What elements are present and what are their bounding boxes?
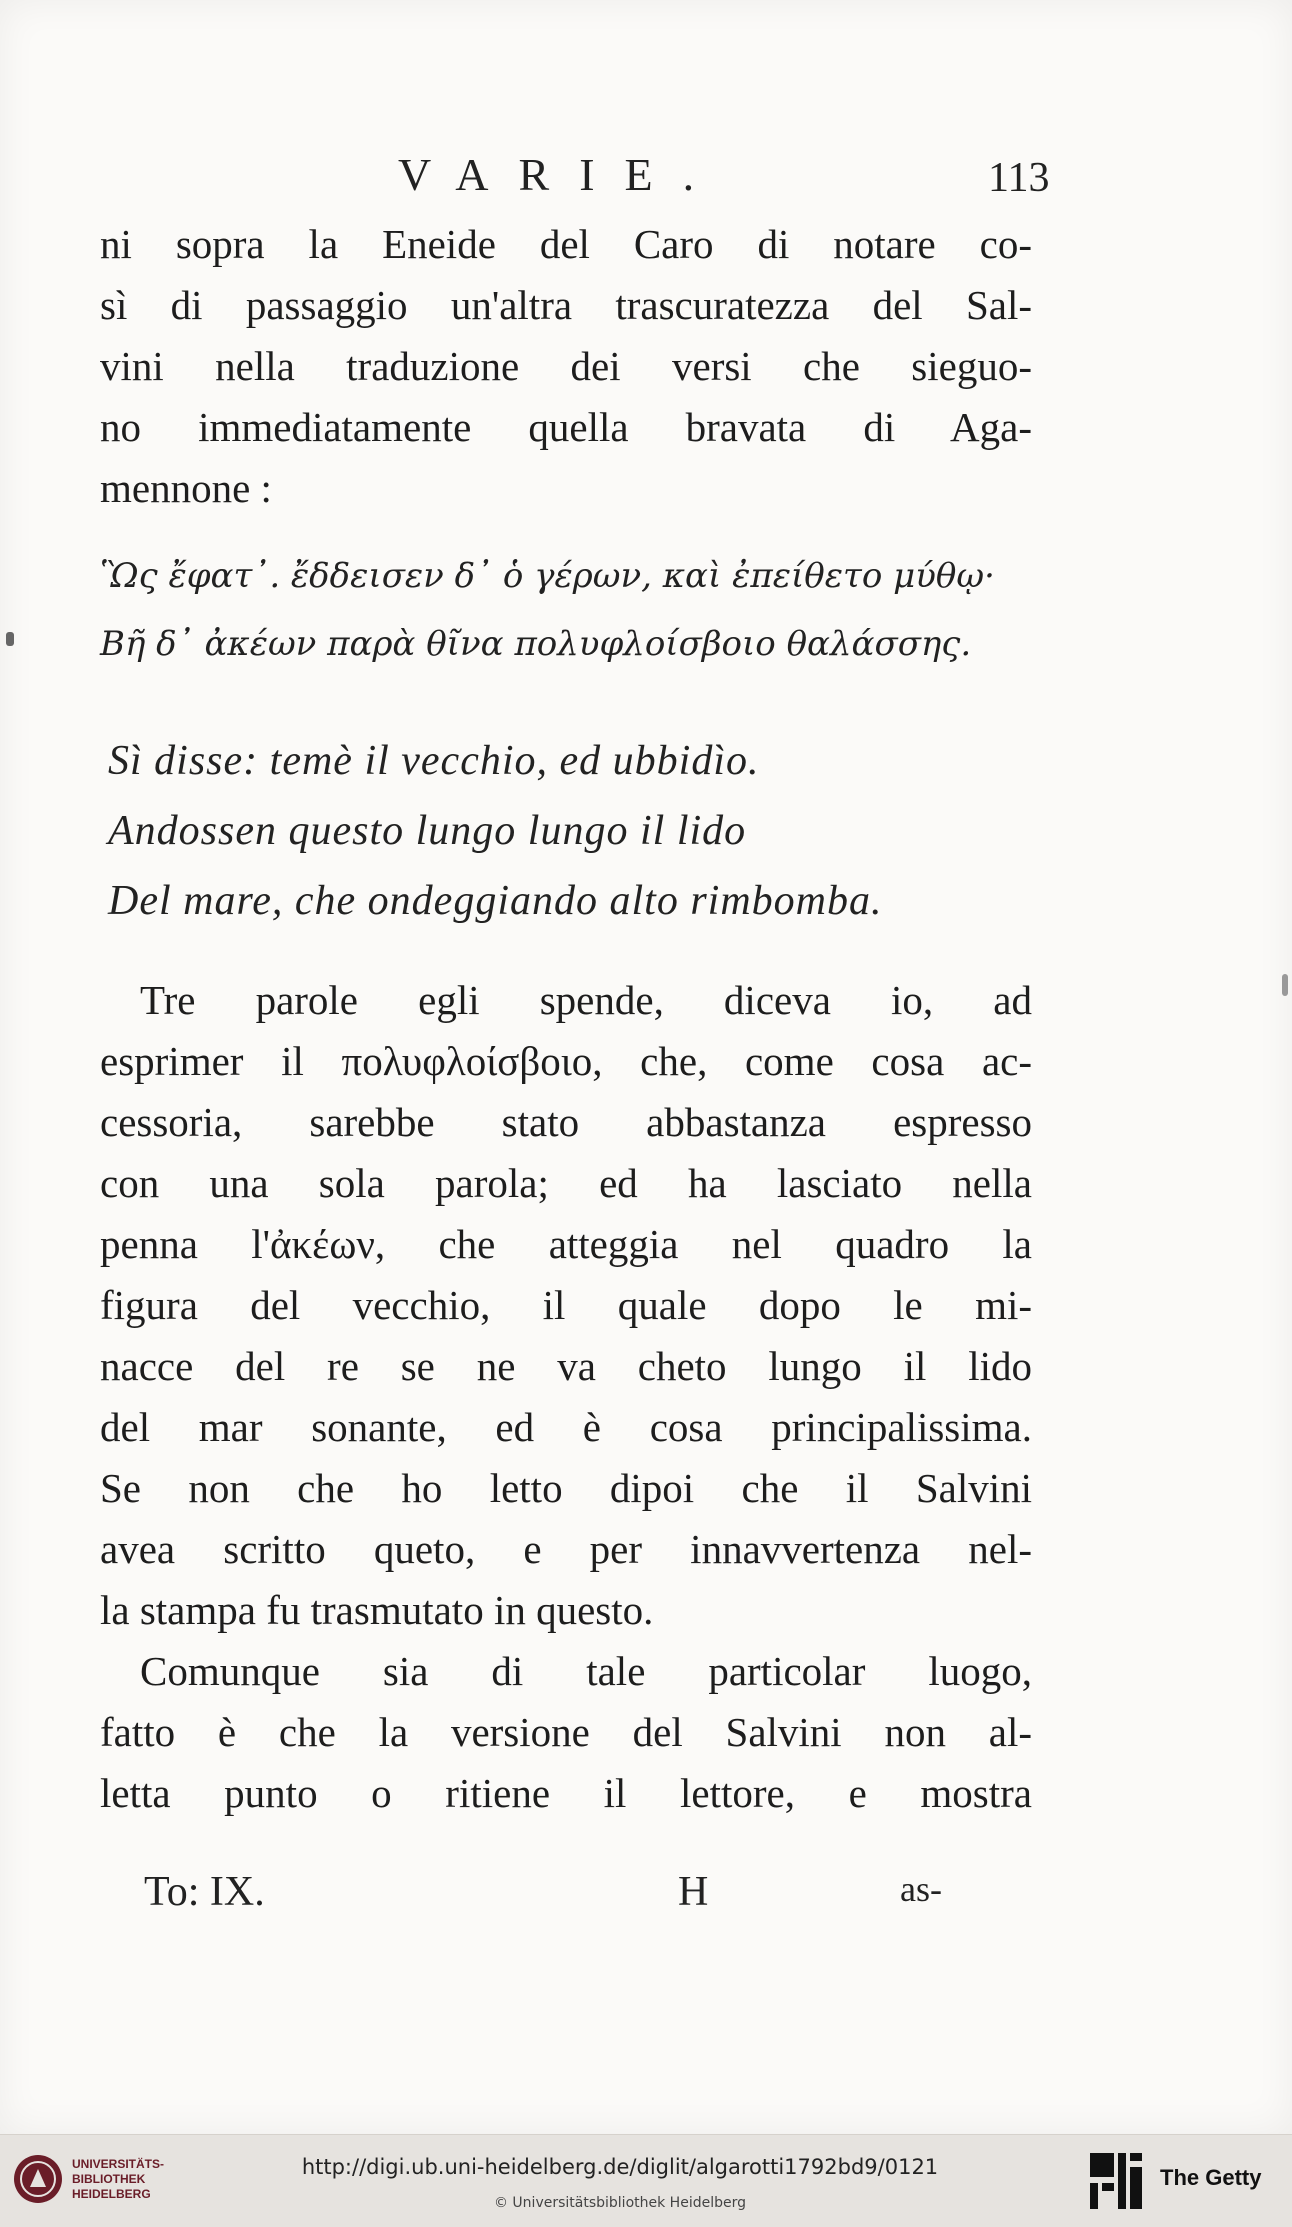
viewer-footer-bar [0,2134,1292,2227]
library-name[interactable] [72,2157,164,2202]
copyright-notice: © Universitätsbibliothek Heidelberg [493,2195,746,2211]
text-line: nacce del re se ne va cheto lungo il lido [100,1343,1032,1389]
getty-logo-icon[interactable] [1088,2149,1144,2213]
text-line: del mar sonante, ed è cosa principalissima. [100,1404,1032,1450]
text-line: fatto è che la versione del Salvini non al- [100,1709,1032,1755]
text-line: cessoria, sarebbe stato abbastanza espresso [100,1099,1032,1145]
text-line: esprimer il πολυφλοίσβοιο, che, come cosa ac- [100,1038,1032,1084]
text-line: letta punto o ritiene il lettore, e mostra [100,1770,1032,1816]
margin-mark [6,632,14,646]
library-name-line: HEIDELBERG [72,2187,151,2201]
verse-line: Sì disse: temè il vecchio, ed ubbidìo. [108,738,760,784]
text-line: mennone : [100,465,272,511]
page-header [0,148,1292,208]
verse-line: Del mare, che ondeggiando alto rimbomba. [108,878,883,924]
text-line: figura del vecchio, il quale dopo le mi- [100,1282,1032,1328]
text-line: sì di passaggio un'altra trascuratezza del Sal- [100,282,1032,328]
text-line: avea scritto queto, e per innavvertenza nel- [100,1526,1032,1572]
text-line: penna l'ἀκέων, che atteggia nel quadro la [100,1221,1032,1267]
running-title: VARIE. [398,149,725,200]
page-number: 113 [988,155,1050,201]
text-line: Tre parole egli spende, diceva io, ad [140,977,1032,1023]
permalink-url[interactable]: http://digi.ub.uni-heidelberg.de/diglit/algarotti1792bd9/0121 [301,2155,939,2179]
text-line: Se non che ho letto dipoi che il Salvini [100,1465,1032,1511]
verse-line: Andossen questo lungo lungo il lido [108,808,747,854]
page-footer [0,1868,1292,1928]
italian-verse [108,726,1040,936]
text-line: vini nella traduzione dei versi che sieguo- [100,343,1032,389]
text-line: ni sopra la Eneide del Caro di notare co- [100,221,1032,267]
text-line: no immediatamente quella bravata di Aga- [100,404,1032,450]
gathering-mark: H [678,1869,709,1915]
partner-name[interactable]: The Getty [1160,2165,1262,2190]
text-line: la stampa fu trasmutato in questo. [100,1587,654,1633]
library-name-line: UNIVERSITÄTS- [72,2157,165,2171]
text-line: con una sola parola; ed ha lasciato nella [100,1160,1032,1206]
library-name-line: BIBLIOTHEK [72,2172,146,2186]
university-seal-icon[interactable] [12,2153,64,2205]
catchword: as- [900,1869,942,1909]
margin-mark [1282,974,1288,996]
paragraph-1 [100,214,1032,519]
greek-line: Βῆ δ᾽ ἀκέων παρὰ θῖνα πολυφλοίσβοιο θαλάσσης. [100,624,972,664]
paragraph-2 [100,970,1032,1824]
greek-quotation [100,542,1032,678]
text-line: Comunque sia di tale particolar luogo, [140,1648,1032,1694]
greek-line: Ὣς ἔφατ᾽. ἔδδεισεν δ᾽ ὁ γέρων, καὶ ἐπείθετο μύθῳ· [100,556,995,596]
signature-mark: To: IX. [144,1869,265,1915]
